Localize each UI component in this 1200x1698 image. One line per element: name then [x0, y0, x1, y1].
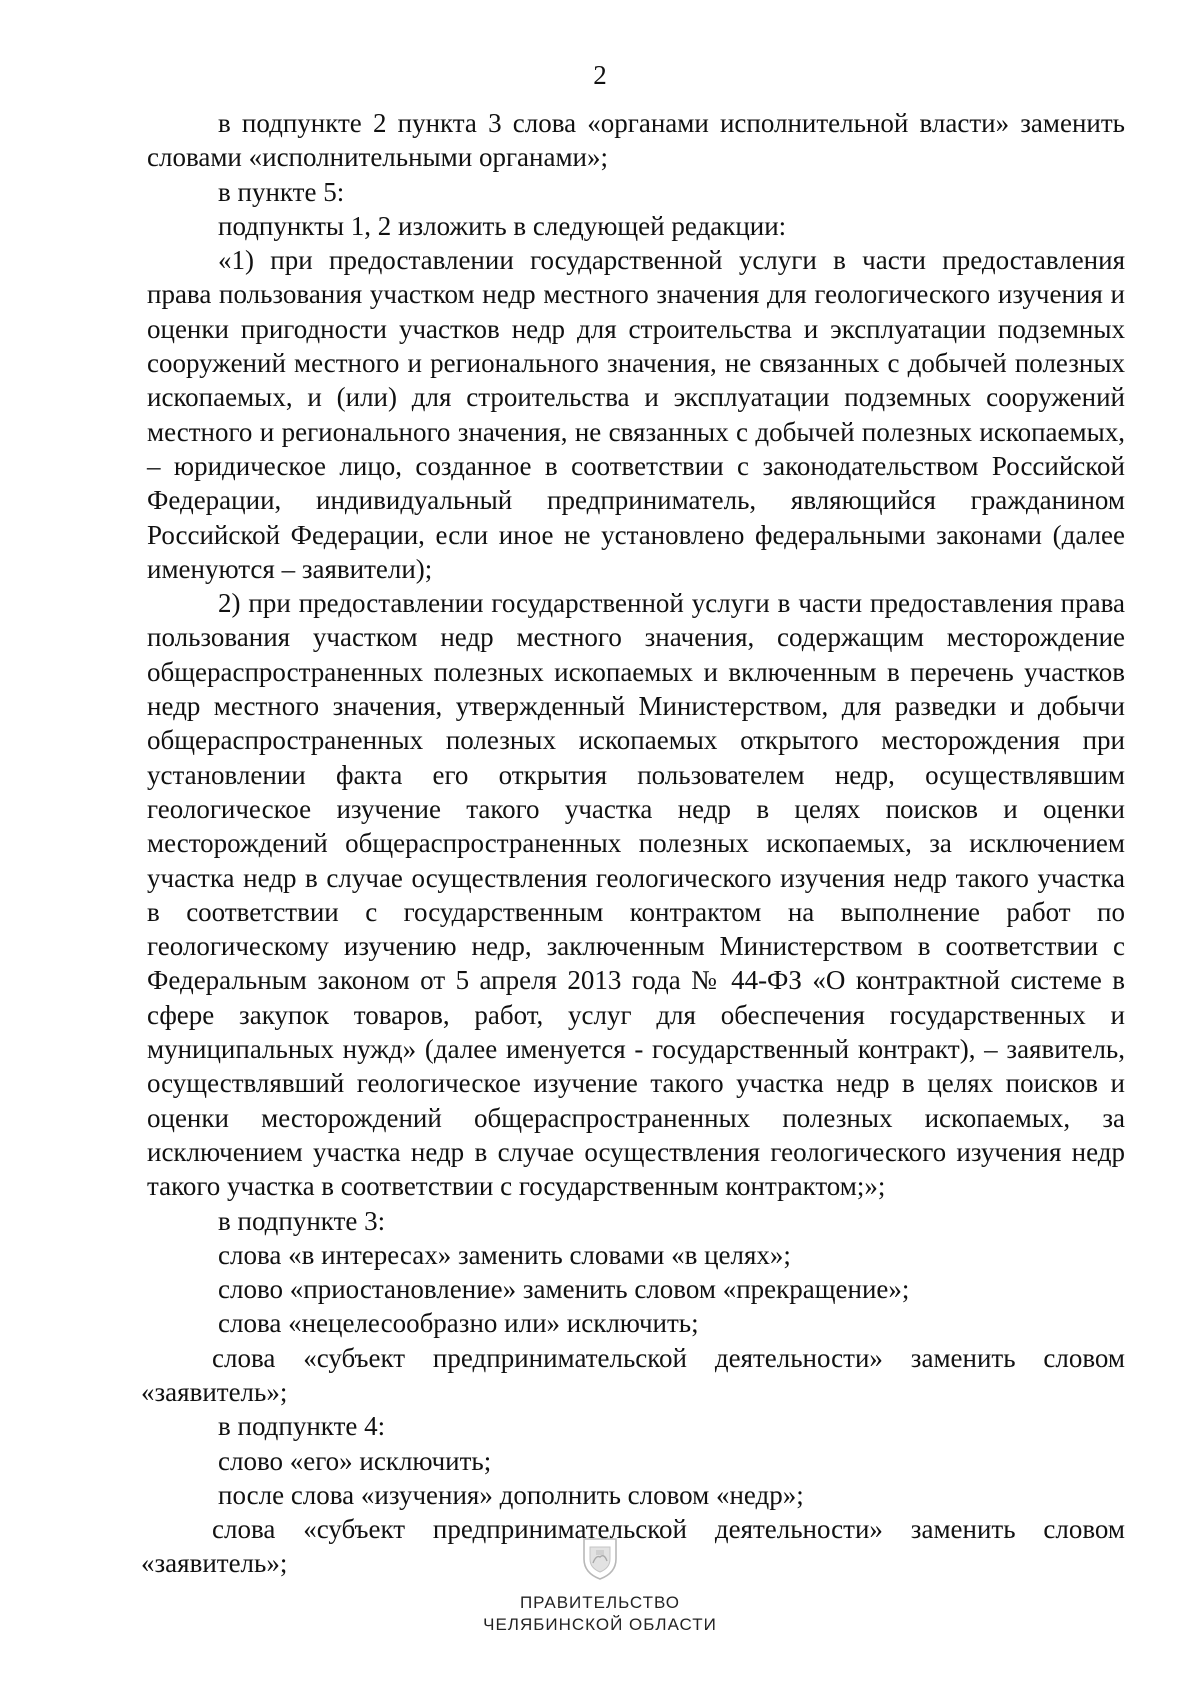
- paragraph: в пункте 5:: [218, 176, 345, 207]
- document-body: [141, 106, 1125, 1581]
- paragraph: слово «приостановление» заменить словом «прекращение»;: [218, 1274, 910, 1305]
- paragraph: в подпункте 4:: [218, 1411, 386, 1442]
- paragraph: слова «субъект предпринимательской деятельности» заменить словом «заявитель»;: [141, 1342, 1125, 1407]
- page-number: 2: [593, 60, 607, 90]
- government-name-line-2: ЧЕЛЯБИНСКОЙ ОБЛАСТИ: [483, 1615, 717, 1634]
- paragraph: после слова «изучения» дополнить словом «недр»;: [218, 1479, 804, 1510]
- government-footer: [0, 1535, 1200, 1636]
- coat-of-arms-icon: [580, 1535, 620, 1581]
- paragraph: слова «субъект предпринимательской деятельности» заменить словом «заявитель»;: [141, 1514, 1125, 1579]
- paragraph: подпункты 1, 2 изложить в следующей редакции:: [218, 210, 787, 241]
- paragraph: в подпункте 2 пункта 3 слова «органами исполнительной власти» заменить словами «исполнительными органами»;: [147, 108, 1125, 173]
- paragraph: слово «его» исключить;: [218, 1445, 492, 1476]
- paragraph: слова «в интересах» заменить словами «в целях»;: [218, 1239, 791, 1270]
- paragraph: «1) при предоставлении государственной услуги в части предоставления права пользования участком недр местного значения для геологического изучения и оценки пригодности участков недр для строительства и эксплуатации подземных сооружений местного и регионального значения, не связанных с добычей полезных ископаемых, и (или) для строительства и эксплуатации подземных сооружений местного и регионального значения, не связанных с добычей полезных ископаемых, – юридическое лицо, созданное в соответствии с законодательством Российской Федерации, индивидуальный предприниматель, являющийся гражданином Российской Федерации, если иное не установлено федеральными законами (далее именуются – заявители);: [147, 245, 1125, 584]
- paragraph: 2) при предоставлении государственной услуги в части предоставления права пользования участком недр местного значения, содержащим месторождение общераспространенных полезных ископаемых и включенным в перечень участков недр местного значения, утвержденный Министерством, для разведки и добычи общераспространенных полезных ископаемых открытого месторождения при установлении факта его открытия пользователем недр, осуществлявшим геологическое изучение такого участка недр в целях поисков и оценки месторождений общераспространенных полезных ископаемых, за исключением участка недр в случае осуществления геологического изучения недр такого участка в соответствии с государственным контрактом на выполнение работ по геологическому изучению недр, заключенным Министерством в соответствии с Федеральным законом от 5 апреля 2013 года № 44-ФЗ «О контрактной системе в сфере закупок товаров, работ, услуг для обеспечения государственных и муниципальных нужд» (далее именуется - государственный контракт), – заявитель, осуществлявший геологическое изучение такого участка недр в целях поисков и оценки месторождений общераспространенных полезных ископаемых, за исключением участка недр в случае осуществления геологического изучения недр такого участка в соответствии с государственным контрактом;»;: [147, 588, 1125, 1202]
- government-name-line-1: ПРАВИТЕЛЬСТВО: [519, 1593, 681, 1612]
- paragraph: слова «нецелесообразно или» исключить;: [218, 1308, 699, 1339]
- paragraph: в подпункте 3:: [218, 1205, 386, 1236]
